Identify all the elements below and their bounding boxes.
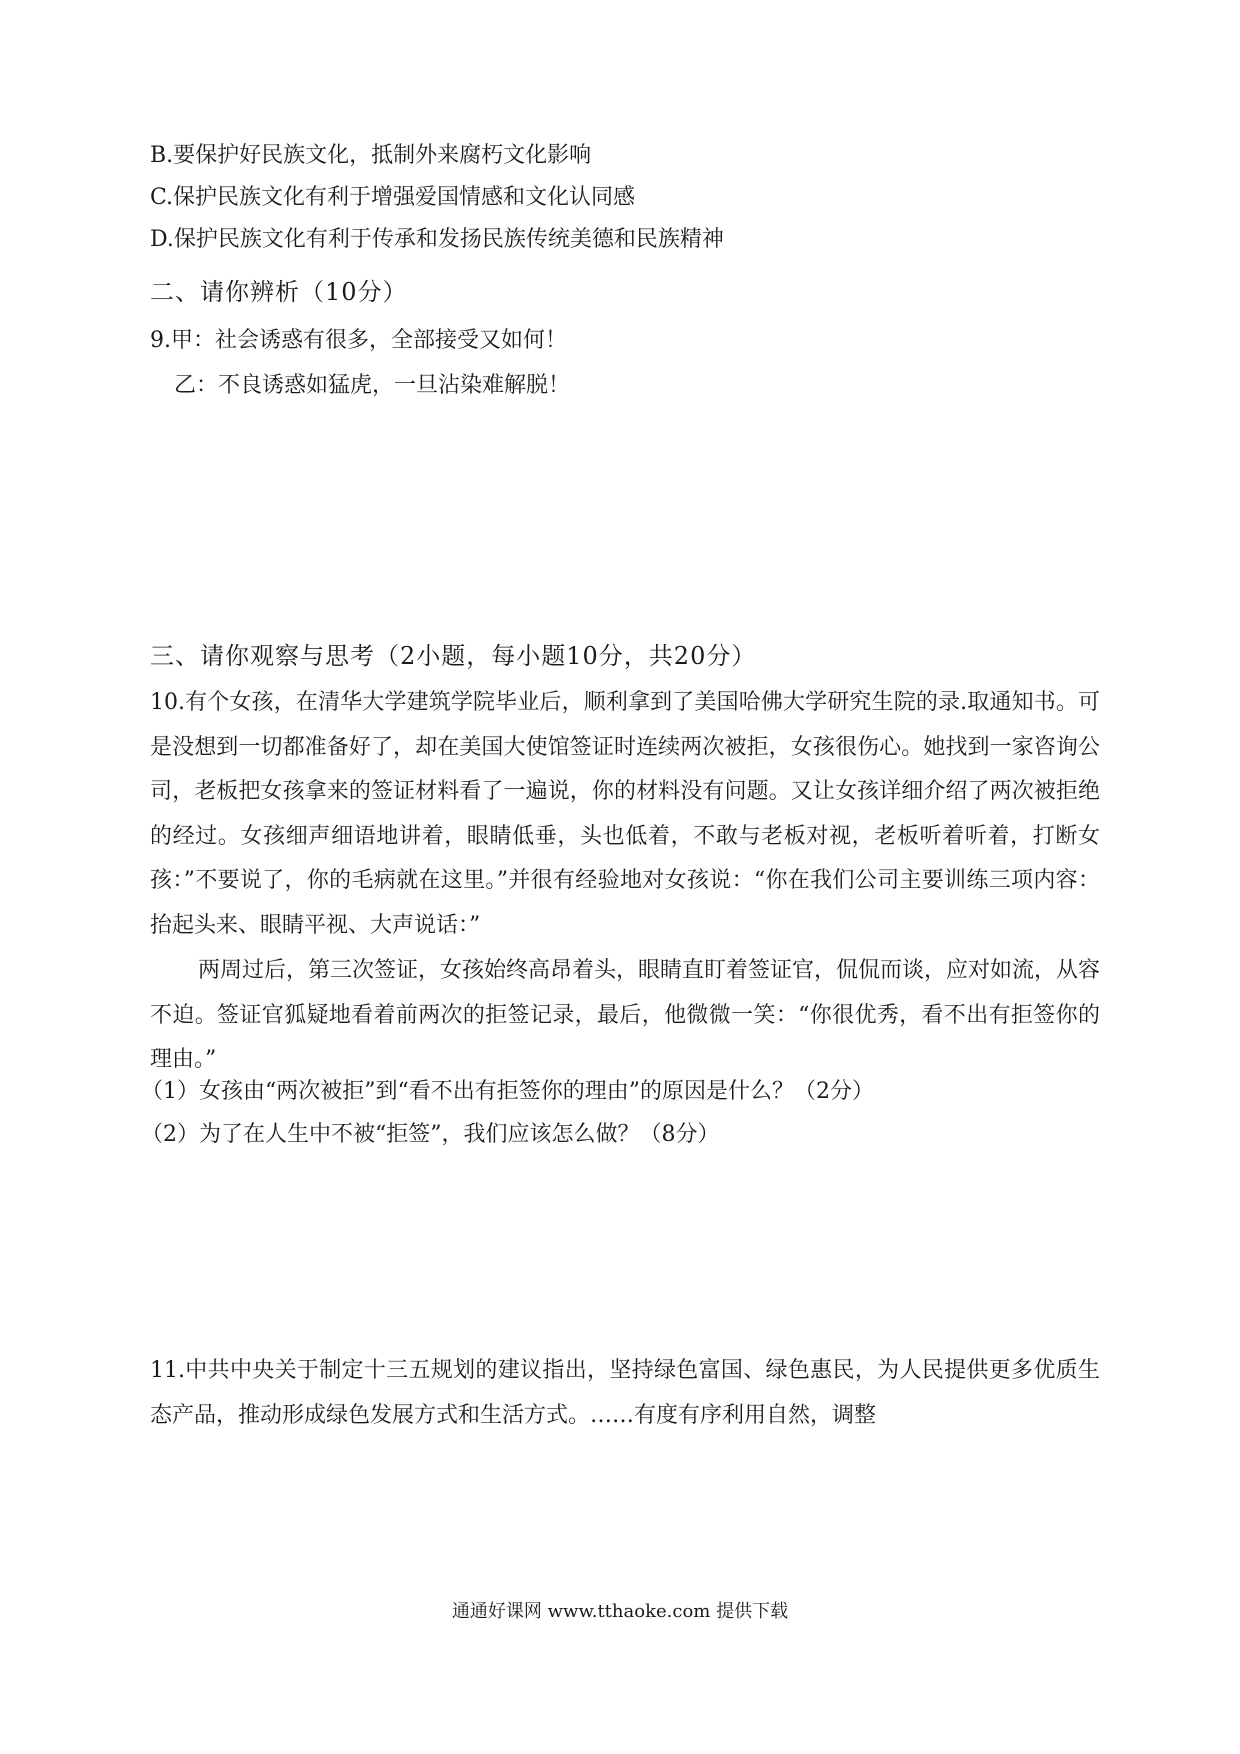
question-10-subquestion-2: （2）为了在人生中不被“拒签”，我们应该怎么做？（8分） bbox=[141, 1122, 720, 1147]
page-footer: 通通好课网 www.tthaoke.com 提供下载 bbox=[451, 1601, 789, 1622]
question-11-paragraph-1: 11.中共中央关于制定十三五规划的建议指出，坚持绿色富国、绿色惠民，为人民提供更多优质生态产品，推动形成绿色发展方式和生活方式。……有度有序利用自然，调整 bbox=[150, 1358, 1100, 1428]
question-10-subquestion-1: （1）女孩由“两次被拒”到“看不出有拒签你的理由”的原因是什么？（2分） bbox=[141, 1079, 874, 1104]
question-9-statement-b: 乙：不良诱惑如猛虎，一旦沾染难解脱！ bbox=[174, 373, 571, 398]
option-d: D.保护民族文化有利于传承和发扬民族传统美德和民族精神 bbox=[150, 227, 724, 252]
section-2-heading: 二、请你辨析（10分） bbox=[150, 278, 408, 306]
question-9-statement-a: 9.甲：社会诱惑有很多，全部接受又如何！ bbox=[150, 328, 567, 353]
section-3-heading: 三、请你观察与思考（2小题，每小题10分，共20分） bbox=[150, 642, 757, 670]
option-c: C.保护民族文化有利于增强爱国情感和文化认同感 bbox=[150, 185, 636, 210]
question-10-paragraph-1: 10.有个女孩，在清华大学建筑学院毕业后，顺利拿到了美国哈佛大学研究生院的录.取通知书。可是没想到一切都准备好了，却在美国大使馆签证时连续两次被拒，女孩很伤心。她找到一家咨询公司，老板把女孩拿来的签证材料看了一遍说，你的材料没有问题。又让女孩详细介绍了两次被拒绝的经过。女孩细声细语地讲着，眼睛低垂，头也低着，不敢与老板对视，老板听着听着，打断女孩：”不要说了，你的毛病就在这里。”并很有经验地对女孩说：“你在我们公司主要训练三项内容：抬起头来、眼睛平视、大声说话：” bbox=[150, 690, 1100, 938]
question-10-paragraph-2: 两周过后，第三次签证，女孩始终高昂着头，眼睛直盯着签证官，侃侃而谈，应对如流，从容不迫。签证官狐疑地看着前两次的拒签记录，最后，他微微一笑：“你很优秀，看不出有拒签你的理由。” bbox=[150, 958, 1101, 1072]
option-b: B.要保护好民族文化，抵制外来腐朽文化影响 bbox=[150, 143, 592, 168]
